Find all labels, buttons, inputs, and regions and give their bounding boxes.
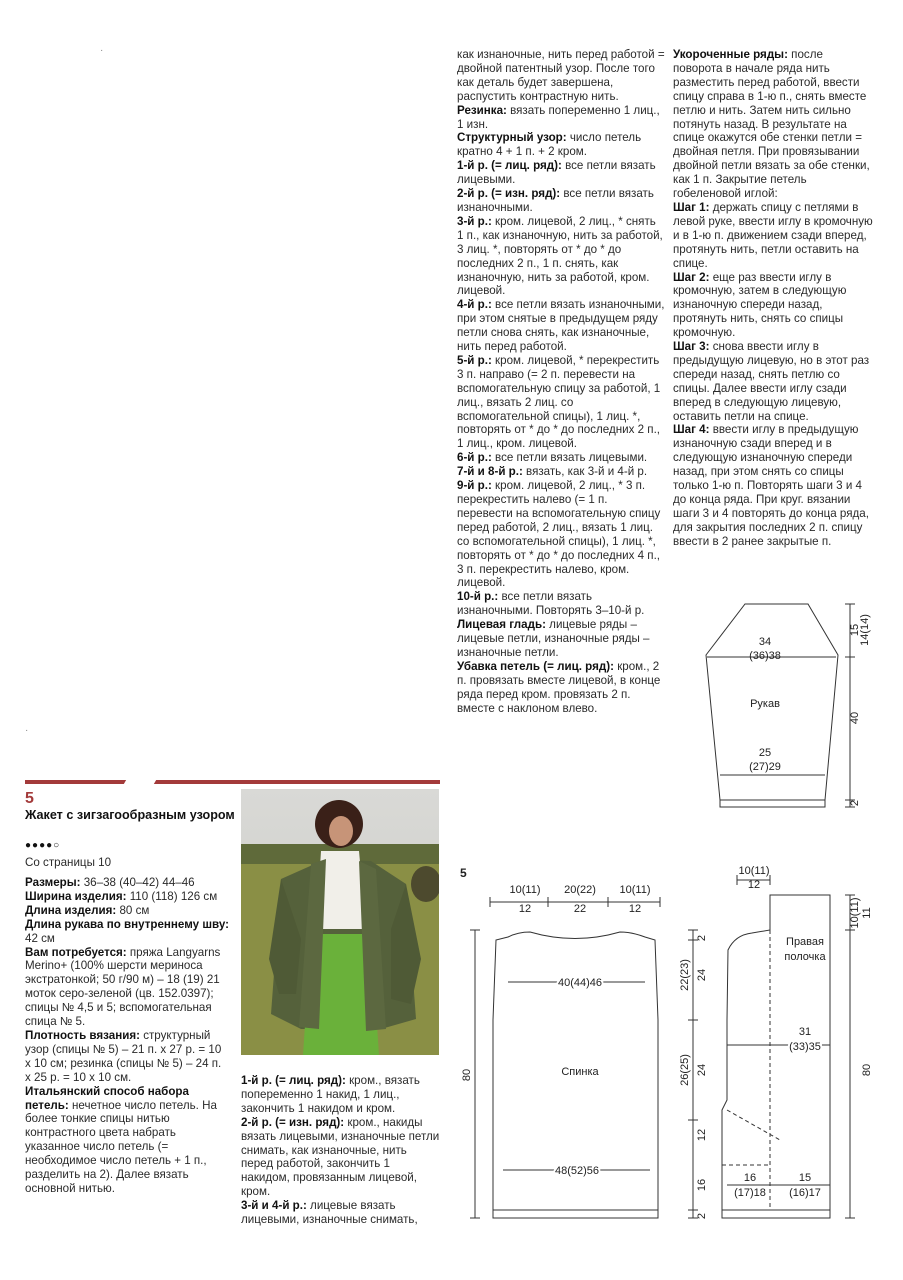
paragraph-text: снова ввести иглу в предыдущую лицевую, но в этот раз спереди назад, снять петлю со спицы. Далее ввести иглу сзади вперед в следующую лицевую, оставить петли на спице. (673, 340, 870, 423)
paragraph-heading: 9-й р.: (457, 479, 492, 493)
paragraph-text: 110 (118) 126 см (126, 889, 218, 903)
paragraph-heading: Укороченные ряды: (673, 48, 788, 61)
diagram-number: 5 (460, 866, 467, 880)
paragraph-heading: Шаг 4: (673, 423, 710, 437)
paragraph-text: вязать, как 3-й и 4-й р. (522, 465, 648, 479)
paragraph-text: все петли вязать изнаночными, при этом снятые в предыдущем ряду петли снова снять, как изнаночные, нить перед работой. (457, 298, 665, 354)
back-shoulder-width-alt: 12 (518, 903, 532, 915)
paragraph-text: держать спицу с петлями в левой руке, ввести иглу в кромочную и в 1-ю п. движением сзади вперед, протянуть нить, петли оставить на спице. (673, 200, 873, 270)
front-bottom-2: 15 (798, 1172, 812, 1184)
side-scale-3: 24 (696, 968, 708, 982)
difficulty-rating: ●●●●○ (25, 840, 61, 851)
side-scale-7: 16 (696, 1178, 708, 1192)
paragraph-text: структурный узор (спицы № 5) – 21 п. х 27 р. = 10 х 10 см; резинка (спицы № 5) – 24 п. х 25 р. = 10 х 10 см. (25, 1028, 222, 1084)
paragraph-heading: 2-й р. (= изн. ряд): (241, 1115, 345, 1129)
sleeve-cap-height-alt: 15 (849, 623, 861, 637)
paragraph-heading: Плотность вязания: (25, 1028, 140, 1042)
paragraph-text: 42 см (25, 931, 55, 945)
paragraph-heading: 5-й р.: (457, 353, 492, 367)
front-bottom-1: 16 (743, 1172, 757, 1184)
paragraph-text: кром., накиды вязать лицевыми, изнаночные петли снимать, как изнаночные, нить перед работой, закончить 1 накидом, провязанным лицевой, кром. (241, 1115, 440, 1199)
side-scale-5: 24 (696, 1063, 708, 1077)
paragraph-text: лицевые вязать лицевыми, изнаночные снимать, (241, 1199, 418, 1227)
paragraph-text: кром., 2 п. провязать вместе лицевой, в конце ряда перед кром. провязать 2 п. вместе с наклоном влево. (457, 659, 661, 715)
paragraph-heading: 3-й р.: (457, 214, 492, 228)
paragraph-heading: 4-й р.: (457, 298, 492, 312)
project-title: Жакет с зигзагообразным узором (25, 808, 235, 822)
sleeve-bottom-width-alt: (27)29 (749, 761, 781, 773)
stray-mark: · (25, 725, 29, 736)
paragraph-text: лицевые ряды – лицевые петли, изнаночные ряды – изнаночные петли. (457, 618, 650, 659)
sleeve-cap-height: 14(14) (859, 614, 871, 646)
back-length: 80 (461, 1068, 473, 1082)
from-page: Со страницы 10 (25, 856, 112, 869)
paragraph-heading: Размеры: (25, 876, 81, 889)
paragraph-text: 80 см (116, 903, 150, 917)
sleeve-bottom-width: 25 (758, 747, 772, 759)
stray-mark: · (100, 45, 104, 56)
front-label-1: Правая (786, 936, 824, 948)
side-scale-8: 2 (696, 1212, 708, 1220)
paragraph-text: число петель кратно 4 + 1 п. + 2 кром. (457, 131, 642, 159)
sleeve-cuff-height: 2 (849, 799, 861, 807)
paragraph-heading: Длина изделия: (25, 903, 117, 917)
sleeve-top-width-alt: (36)38 (749, 650, 781, 662)
paragraph-text: ввести иглу в предыдущую изнаночную сзади вперед и в следующую изнаночную спереди назад, при этом снять со спицы только 1-ю п. Повторять шаги 3 и 4 до конца ряда. При круг. вязании шаги 3 и 4 повторять до конца ряда, для закрытия последних 2 п. спицу ввести в 2 ранее закрытые п. (673, 423, 869, 548)
paragraph-text: все петли вязать лицевыми. (457, 159, 656, 187)
paragraph-text: все петли вязать изнаночными. Повторять 3–10-й р. (457, 590, 645, 618)
paragraph-heading: 3-й и 4-й р.: (241, 1199, 307, 1213)
front-bottom-1-alt: (17)18 (734, 1187, 766, 1199)
paragraph-text: все петли вязать изнаночными. (457, 187, 654, 214)
paragraph-heading: Структурный узор: (457, 131, 567, 145)
sleeve-label: Рукав (750, 698, 780, 710)
paragraph-heading: 10-й р.: (457, 590, 499, 604)
paragraph-text: еще раз ввести иглу в кромочную, затем в следующую изнаночную спереди назад, протянуть нить, снять со спицы кромочную. (673, 270, 847, 340)
back-shoulder-width-2-alt: 12 (628, 903, 642, 915)
paragraph-heading: 1-й р. (= лиц. ряд): (457, 159, 562, 173)
side-scale-2: 22(23) (679, 959, 691, 991)
back-shoulder-width-2: 10(11) (619, 884, 651, 896)
paragraph-text: нечетное число петель. На более тонкие спицы нитью контрастного цвета набрать указанное число петель (= необходимое число петель + 1 п., разделить на 2). Далее вязать основной нитью. (25, 1098, 217, 1195)
front-bottom-2-alt: (16)17 (789, 1187, 821, 1199)
paragraph-text: после поворота в начале ряда нить разместить перед работой, ввести спицу справа в 1-ю п., снять вместе петлю и нить. Затем нить сильно потянуть назад. В результате на спице окажутся обе стенки петли = двойная петля. При провязывании двойной петли вязать за обе стенки, как 1 п. Закрытие петель гобеленовой иглой: (673, 48, 870, 201)
front-width: 31 (798, 1026, 812, 1038)
front-collar-height: 10(11) (849, 897, 861, 929)
back-neck-width: 20(22) (564, 884, 596, 896)
paragraph-heading: Шаг 1: (673, 200, 710, 214)
project-number: 5 (25, 790, 34, 807)
paragraph-text: 36–38 (40–42) 44–46 (80, 876, 195, 889)
paragraph-heading: Ширина изделия: (25, 889, 127, 903)
paragraph-heading: Резинка: (457, 103, 507, 117)
sleeve-top-width: 34 (758, 636, 772, 648)
paragraph-heading: Длина рукава по внутреннему шву: (25, 917, 229, 931)
back-lower-width: 48(52)56 (554, 1165, 600, 1177)
front-width-alt: (33)35 (789, 1041, 821, 1053)
back-upper-width: 40(44)46 (557, 977, 603, 989)
sleeve-length: 40 (849, 711, 861, 725)
paragraph-heading: Шаг 2: (673, 270, 710, 284)
front-shoulder-width-alt: 12 (747, 879, 761, 891)
paragraph-heading: 2-й р. (= изн. ряд): (457, 187, 561, 201)
side-scale-6: 12 (696, 1128, 708, 1142)
paragraph-text: кром. лицевой, 2 лиц., * снять 1 п., как изнаночную, нить за работой, 3 лиц. *, повторять от * до * до последних 2 п., 1 п. снять, как изнаночную, нить за работой, кром. лицевой. (457, 214, 663, 298)
paragraph-heading: Шаг 3: (673, 340, 710, 354)
front-collar-height-alt: 11 (861, 907, 873, 919)
front-shoulder-width: 10(11) (738, 865, 770, 877)
paragraph-text: все петли вязать лицевыми. (491, 451, 648, 465)
side-scale-4: 26(25) (679, 1054, 691, 1086)
paragraph-heading: Итальянский способ набора петель: (25, 1084, 189, 1112)
front-label-2: полочка (784, 951, 826, 963)
side-scale-1: 2 (696, 934, 708, 942)
paragraph-text: кром. лицевой, * перекрестить 3 п. направо (= 2 п. перевести на вспомогательную спицу за работой, 1 лиц., вязать 2 лиц. со вспомогательной спицы), 1 лиц. *, повторять от * до * до последних 2 п., 1 лиц., кром. лицевой. (457, 353, 661, 451)
paragraph-heading: 7-й и 8-й р.: (457, 465, 523, 479)
sleeve-cuff (720, 800, 825, 807)
paragraph-text: пряжа Langyarns Merino+ (100% шерсти мериноса экстратонкой; 50 г/90 м) – 18 (19) 21 моток серо-зеленой (цв. 152.0397); спицы № 4,5 и 5; вспомогательная спица № 5. (25, 945, 221, 1029)
back-neck-width-alt: 22 (573, 903, 587, 915)
paragraph-heading: 1-й р. (= лиц. ряд): (241, 1074, 346, 1087)
paragraph-text: вязать попеременно 1 лиц., 1 изн. (457, 103, 660, 131)
front-length: 80 (861, 1063, 873, 1077)
paragraph-text: как изнаночные, нить перед работой = двойной патентный узор. После того как деталь будет завершена, распустить контрастную нить. (457, 48, 665, 103)
paragraph-text: кром. лицевой, 2 лиц., * 3 п. перекрестить налево (= 1 п. перевести на вспомогательную спицу перед работой, 2 лиц., вязать 1 лиц. со вспомогательной спицы), 1 лиц. *, повторять от * до * до последних 4 п., 3 п. перекрестить налево, кром. лицевой. (457, 479, 661, 590)
paragraph-heading: 6-й р.: (457, 451, 492, 465)
paragraph-heading: Убавка петель (= лиц. ряд): (457, 659, 614, 673)
back-label: Спинка (561, 1066, 599, 1078)
paragraph-text: кром., вязать попеременно 1 накид, 1 лиц., закончить 1 накидом и кром. (241, 1074, 420, 1115)
back-shoulder-width: 10(11) (509, 884, 541, 896)
paragraph-heading: Вам потребуется: (25, 945, 127, 959)
paragraph-heading: Лицевая гладь: (457, 618, 546, 632)
